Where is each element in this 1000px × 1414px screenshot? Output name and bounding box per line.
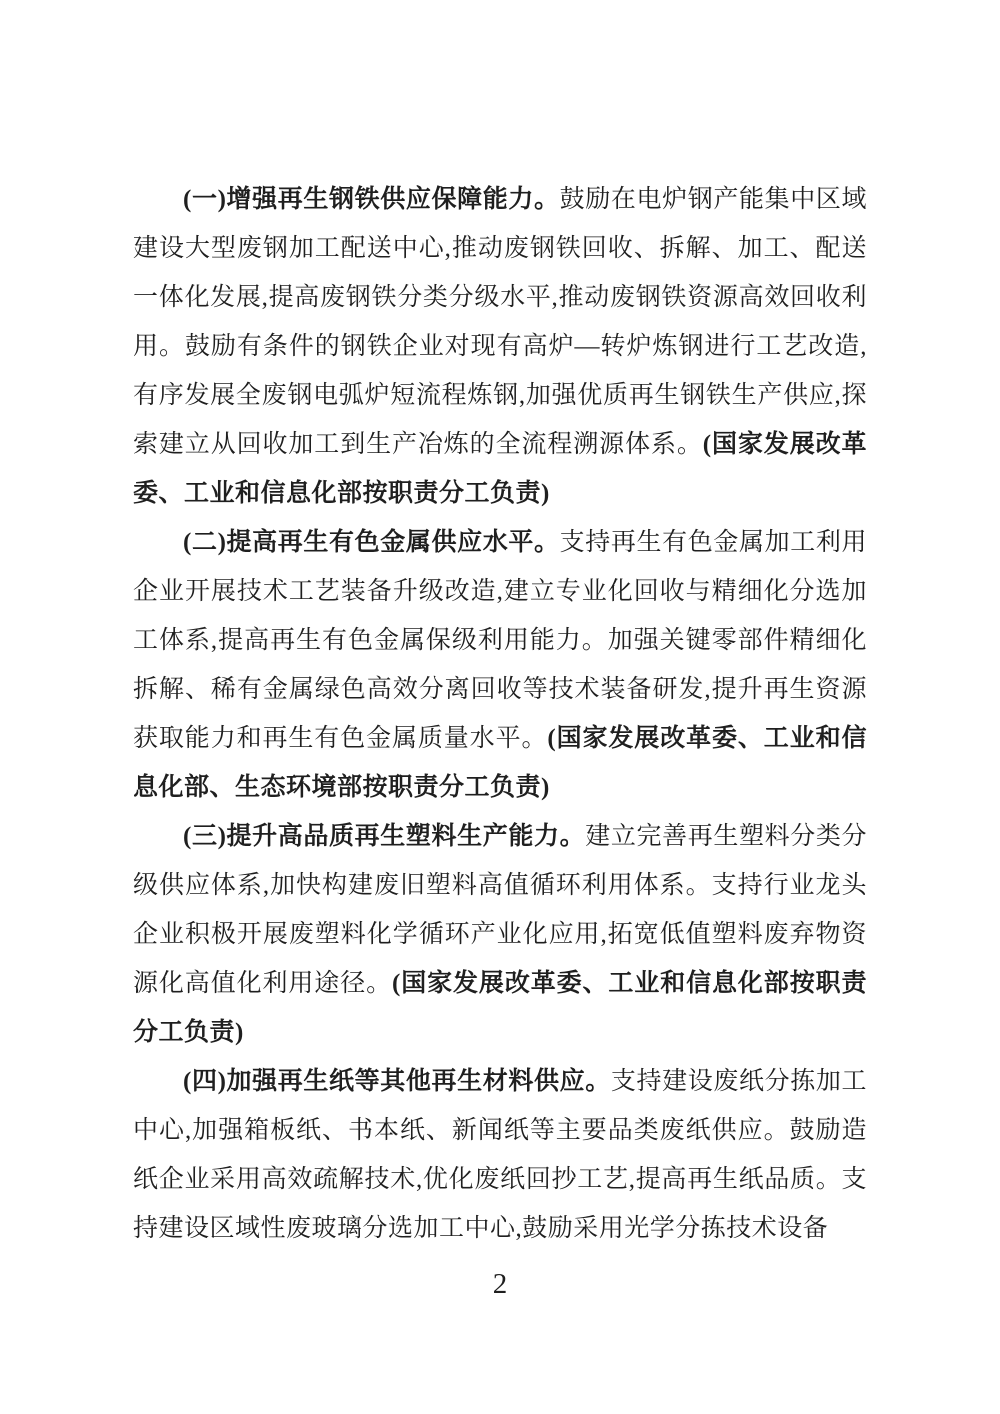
bold-text-segment: (国家发展改革委、工业和信息化部、生态环境部按职责分工负责) [133,725,867,801]
text-segment: 鼓励在电炉钢产能集中区域建设大型废钢加工配送中心,推动废钢铁回收、拆解、加工、配送一体化发展,提高废钢铁分类分级水平,推动废钢铁资源高效回收利用。鼓励有条件的钢铁企业对现有高炉—转炉炼钢进行工艺改造,有序发展全废钢电弧炉短流程炼钢,加强优质再生钢铁生产供应,探索建立从回收加工到生产冶炼的全流程溯源体系。 [133,186,867,458]
page-number: 2 [492,1268,508,1300]
para-3-recycled-plastics [133,812,867,1057]
bold-text-segment: (一)增强再生钢铁供应保障能力。 [183,186,560,213]
bold-text-segment: (国家发展改革委、工业和信息化部按职责分工负责) [133,970,867,1046]
bold-text-segment: (三)提升高品质再生塑料生产能力。 [183,823,586,850]
para-1-recycled-steel [133,175,867,518]
bold-text-segment: (四)加强再生纸等其他再生材料供应。 [183,1068,611,1095]
document-body [133,175,867,1253]
bold-text-segment: (二)提高再生有色金属供应水平。 [183,529,560,556]
para-4-recycled-paper [133,1057,867,1253]
text-segment: 支持建设废纸分拣加工中心,加强箱板纸、书本纸、新闻纸等主要品类废纸供应。鼓励造纸企业采用高效疏解技术,优化废纸回抄工艺,提高再生纸品质。支持建设区域性废玻璃分选加工中心,鼓励采用光学分拣技术设备 [133,1068,867,1242]
para-2-nonferrous-metals [133,518,867,812]
text-segment: 建立完善再生塑料分类分级供应体系,加快构建废旧塑料高值循环利用体系。支持行业龙头企业积极开展废塑料化学循环产业化应用,拓宽低值塑料废弃物资源化高值化利用途径。 [133,823,867,997]
bold-text-segment: (国家发展改革委、工业和信息化部按职责分工负责) [133,431,867,507]
text-segment: 支持再生有色金属加工利用企业开展技术工艺装备升级改造,建立专业化回收与精细化分选加工体系,提高再生有色金属保级利用能力。加强关键零部件精细化拆解、稀有金属绿色高效分离回收等技术装备研发,提升再生资源获取能力和再生有色金属质量水平。 [133,529,867,752]
